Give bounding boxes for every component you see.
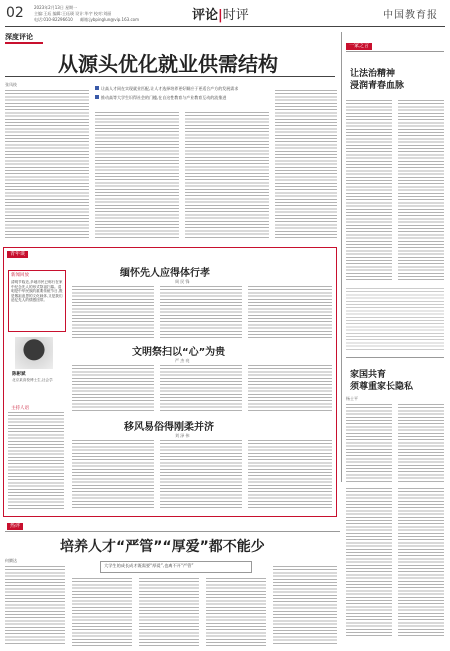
forum-article-3-col-1 [72,440,154,510]
bottom-col-1 [5,566,65,646]
lead-bullet-1 [95,86,275,92]
sidebar-divider [341,32,342,482]
sidebar-col-b [398,100,444,280]
forum-article-2-col-2 [160,365,242,413]
phone-line: 电话:010-82296610 [34,17,73,22]
sidebar-mid-headline-1: 家国共育 [350,370,387,380]
lead-col-3 [185,112,269,238]
host-photo [15,337,53,369]
lead-bullet-1-text: 让高人才同在实现就业匹配,让人才选择培养更好顺应于更适合产方的发展需求 [101,86,239,91]
forum-article-1-col-3 [248,286,332,338]
bottom-col-4 [206,578,266,646]
forum-article-1-col-1 [72,286,154,338]
sidebar-mid-headline-2: 须尊重家长隐私 [350,382,414,392]
sidebar-col-a [346,100,392,280]
forum-article-3-col-3 [248,440,332,510]
bottom-col-3 [139,578,199,646]
page-number: 02 [6,5,24,21]
editor-line: 主编:王珏 编辑:王珏瑛 设计:毕宇 校对:刘丽 [34,11,112,16]
column-label [5,32,33,42]
forum-article-2-byline: 严 杰 亮 [175,358,190,363]
bottom-byline: 何腾达 [5,558,17,563]
lead-bullets [95,86,275,100]
forum-article-3-col-2 [160,440,242,510]
news-recap-title: 新闻回放 [11,273,29,278]
sidebar-mid-byline: 杨士平 [346,396,358,401]
date-line: 2023年2月13日 星期一 [34,5,78,10]
section-title [192,4,249,23]
forum-article-3-title: 移风易俗得刚柔并济 [124,422,214,433]
bottom-col-2 [72,578,132,646]
sidebar-mid-col-a [346,404,392,482]
column-label-bar [5,42,43,44]
lead-col-1 [5,90,89,238]
lead-bullet-2 [95,95,275,101]
bottom-tag-rule [5,531,340,532]
host-name: 陈彬斌 [12,372,26,377]
lead-byline: 张凤枝 [5,82,17,87]
sidebar-tag-rule [346,51,444,52]
forum-article-2-title: 文明祭扫以“心”为贵 [132,347,226,358]
sidebar-headline-2: 浸润青春血脉 [350,81,405,91]
forum-article-3-byline: 刘 泽 伟 [175,433,190,438]
forum-article-2-col-3 [248,365,332,413]
host-title: 主持人语 [11,406,29,411]
forum-article-1-byline: 周 民 锋 [175,279,190,284]
forum-article-1-title: 缅怀先人应得体行孝 [120,268,210,279]
lead-rule [5,76,335,77]
sidebar-headline-1: 让法治精神 [350,69,396,79]
column-label-text: 深度评论 [5,33,33,41]
section-title-sub: 时评 [222,8,249,23]
section-divider: | [218,8,223,23]
host-text [8,412,64,510]
bottom-col-5 [273,566,337,646]
lead-bullet-2-text: 推动高等大学生识得社会的门槛,在自这性教育与产业教育互动的流推进 [101,94,227,100]
bottom-headline: 培养人才“严管”“厚爱”都不能少 [60,539,265,555]
youth-forum-tag: 青年谈 [7,251,28,258]
sidebar-mid-col-b [398,404,444,482]
sidebar-col-c [346,288,444,350]
lead-headline: 从源头优化就业供需结构 [58,52,278,76]
email-line: 邮箱:jybpinglun@vip.163.com [80,17,140,22]
news-recap-text: 清明节临近,多地市民已称行在家中纪念先人的形式祭祖扫墓。清明是中华民族的重要传统节日,既是敬祖追思的文化载体,又是我们追忆先人的情感纽带。 [11,280,63,303]
forum-article-2-col-1 [72,365,154,413]
right-continuation-col-a [346,488,392,638]
pull-quote: 大学生的成长成才既需要“厚爱”,也离不开“严管” [104,563,194,568]
host-caption: 北京某高校博士生,社会学 [12,378,53,382]
section-title-main: 评论 [192,8,219,23]
header-rule [5,26,445,27]
lead-col-2 [95,112,179,238]
sidebar-tag: 一家之言 [346,43,372,50]
lead-col-4 [275,90,337,238]
forum-article-1-col-2 [160,286,242,338]
right-continuation-col-b [398,488,444,638]
bottom-tag: 热评 [7,523,23,530]
sidebar-mid-rule [346,357,444,358]
masthead: 中国教育报 [383,10,438,21]
